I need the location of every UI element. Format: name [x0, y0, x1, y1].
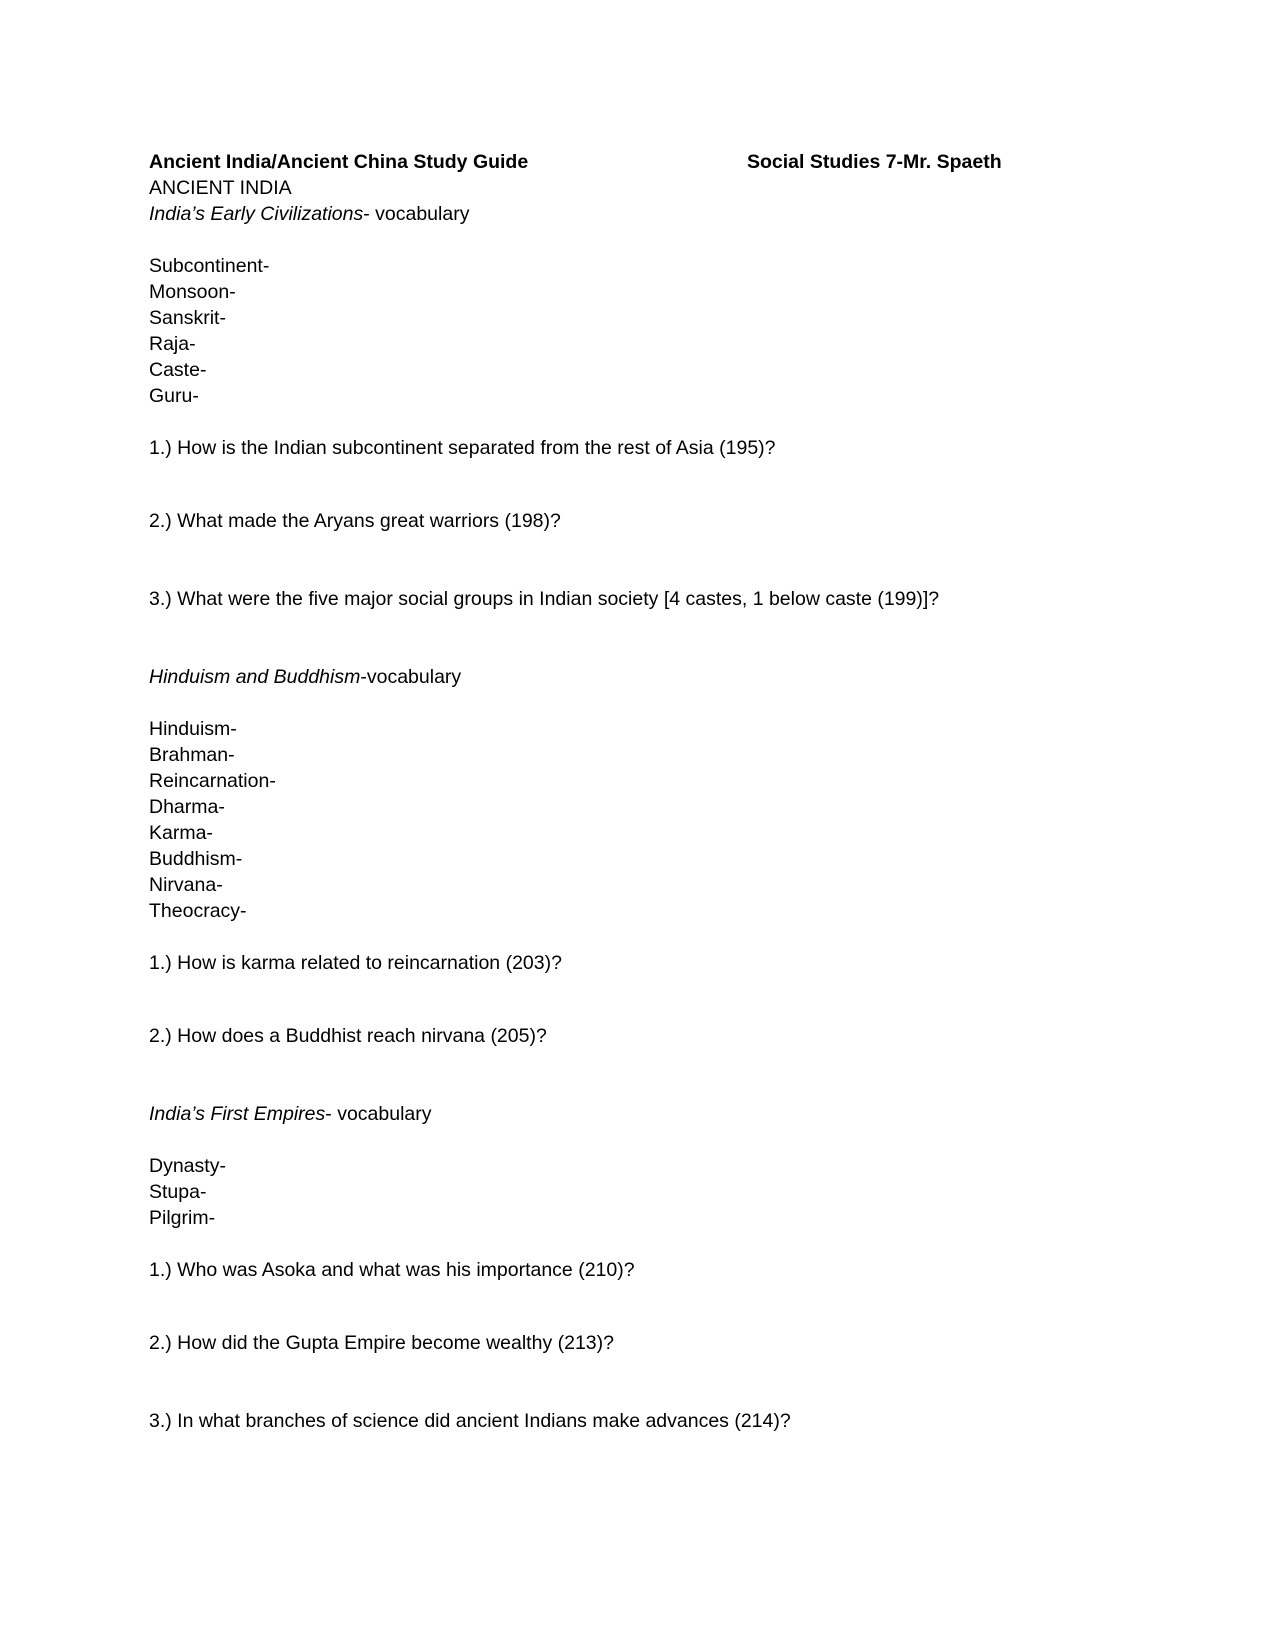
section-heading	[149, 201, 469, 227]
course-header: Social Studies 7-Mr. Spaeth	[747, 151, 1002, 173]
question: 1.) How is the Indian subcontinent separated from the rest of Asia (195)?	[149, 437, 776, 459]
vocab-term: Subcontinent-	[149, 255, 270, 277]
section-suffix: - vocabulary	[363, 203, 470, 225]
vocab-term: Nirvana-	[149, 874, 223, 896]
vocab-term: Karma-	[149, 822, 213, 844]
section-heading	[149, 664, 461, 690]
vocab-term: Sanskrit-	[149, 307, 226, 329]
section-title: India’s First Empires	[149, 1103, 326, 1125]
vocab-term: Caste-	[149, 359, 207, 381]
vocab-term: Reincarnation-	[149, 770, 276, 792]
vocab-term: Stupa-	[149, 1181, 207, 1203]
vocab-term: Brahman-	[149, 744, 235, 766]
vocab-term: Dynasty-	[149, 1155, 226, 1177]
vocab-term: Raja-	[149, 333, 196, 355]
section-title: Hinduism and Buddhism	[149, 666, 361, 688]
section-suffix: -vocabulary	[360, 666, 462, 688]
vocab-term: Dharma-	[149, 796, 225, 818]
section-suffix: - vocabulary	[325, 1103, 432, 1125]
question: 1.) Who was Asoka and what was his importance (210)?	[149, 1259, 635, 1281]
vocab-term: Monsoon-	[149, 281, 236, 303]
vocab-term: Buddhism-	[149, 848, 243, 870]
vocab-term: Theocracy-	[149, 900, 247, 922]
vocab-term: Pilgrim-	[149, 1207, 216, 1229]
section-title: India’s Early Civilizations	[149, 203, 364, 225]
section-heading	[149, 1101, 432, 1127]
vocab-term: Hinduism-	[149, 718, 237, 740]
question: 1.) How is karma related to reincarnation (203)?	[149, 952, 562, 974]
unit-heading: ANCIENT INDIA	[149, 177, 292, 199]
question: 2.) How did the Gupta Empire become wealthy (213)?	[149, 1332, 614, 1354]
document-title: Ancient India/Ancient China Study Guide	[149, 151, 529, 173]
question: 3.) In what branches of science did ancient Indians make advances (214)?	[149, 1410, 791, 1432]
question: 3.) What were the five major social groups in Indian society [4 castes, 1 below caste (199)]?	[149, 588, 940, 610]
question: 2.) How does a Buddhist reach nirvana (205)?	[149, 1025, 547, 1047]
question: 2.) What made the Aryans great warriors (198)?	[149, 510, 561, 532]
vocab-term: Guru-	[149, 385, 199, 407]
